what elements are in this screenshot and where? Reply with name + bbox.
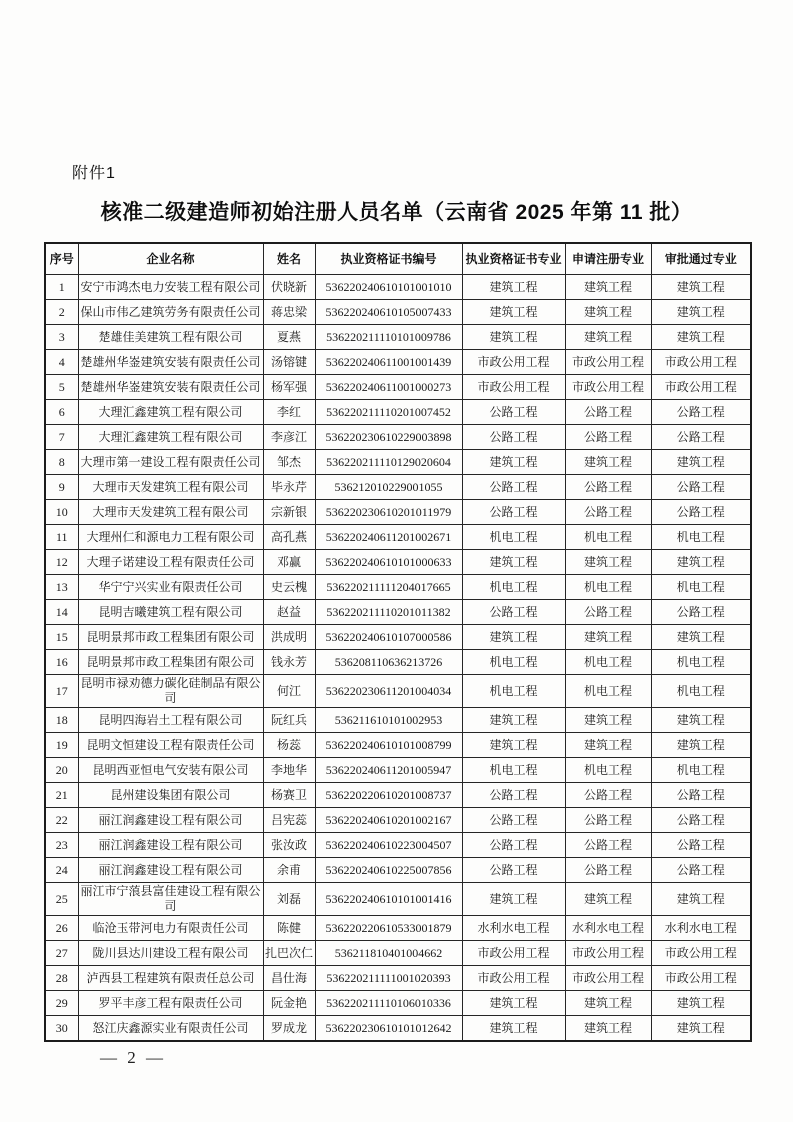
cell-certificate-number: 536220240610101000633 <box>315 550 462 575</box>
cell-applied-specialty: 公路工程 <box>565 833 651 858</box>
cell-certificate-specialty: 公路工程 <box>462 858 565 883</box>
cell-seq: 4 <box>45 350 78 375</box>
cell-approved-specialty: 建筑工程 <box>651 550 751 575</box>
cell-certificate-number: 536220240610223004507 <box>315 833 462 858</box>
cell-seq: 29 <box>45 991 78 1016</box>
cell-seq: 15 <box>45 625 78 650</box>
cell-person-name: 汤镕键 <box>263 350 315 375</box>
cell-person-name: 赵益 <box>263 600 315 625</box>
cell-person-name: 李彦江 <box>263 425 315 450</box>
cell-certificate-number: 536220211110101009786 <box>315 325 462 350</box>
cell-person-name: 昌仕海 <box>263 966 315 991</box>
cell-applied-specialty: 公路工程 <box>565 475 651 500</box>
cell-certificate-number: 536211610101002953 <box>315 708 462 733</box>
cell-approved-specialty: 公路工程 <box>651 833 751 858</box>
column-header: 审批通过专业 <box>651 243 751 275</box>
cell-seq: 14 <box>45 600 78 625</box>
cell-applied-specialty: 公路工程 <box>565 425 651 450</box>
cell-approved-specialty: 公路工程 <box>651 783 751 808</box>
cell-company: 大理汇鑫建筑工程有限公司 <box>78 400 263 425</box>
cell-seq: 8 <box>45 450 78 475</box>
cell-certificate-number: 536220211110201011382 <box>315 600 462 625</box>
cell-certificate-specialty: 建筑工程 <box>462 625 565 650</box>
cell-applied-specialty: 公路工程 <box>565 500 651 525</box>
cell-approved-specialty: 建筑工程 <box>651 733 751 758</box>
cell-applied-specialty: 公路工程 <box>565 808 651 833</box>
cell-seq: 19 <box>45 733 78 758</box>
cell-certificate-number: 536220240610225007856 <box>315 858 462 883</box>
cell-certificate-number: 536220211111204017665 <box>315 575 462 600</box>
table-row <box>45 425 751 450</box>
cell-company: 丽江润鑫建设工程有限公司 <box>78 808 263 833</box>
table-row <box>45 858 751 883</box>
cell-approved-specialty: 市政公用工程 <box>651 966 751 991</box>
cell-certificate-specialty: 公路工程 <box>462 500 565 525</box>
cell-certificate-specialty: 市政公用工程 <box>462 941 565 966</box>
cell-person-name: 杨赛卫 <box>263 783 315 808</box>
table-row <box>45 783 751 808</box>
cell-certificate-number: 536220240610101001010 <box>315 275 462 300</box>
registration-table <box>44 242 752 1042</box>
cell-certificate-specialty: 公路工程 <box>462 808 565 833</box>
cell-person-name: 阮金艳 <box>263 991 315 1016</box>
cell-certificate-specialty: 市政公用工程 <box>462 350 565 375</box>
column-header: 申请注册专业 <box>565 243 651 275</box>
cell-company: 丽江润鑫建设工程有限公司 <box>78 833 263 858</box>
cell-applied-specialty: 公路工程 <box>565 783 651 808</box>
cell-company: 大理市第一建设工程有限责任公司 <box>78 450 263 475</box>
cell-certificate-specialty: 公路工程 <box>462 425 565 450</box>
cell-certificate-specialty: 公路工程 <box>462 475 565 500</box>
cell-person-name: 毕永芹 <box>263 475 315 500</box>
cell-company: 大理市天发建筑工程有限公司 <box>78 475 263 500</box>
cell-seq: 13 <box>45 575 78 600</box>
cell-company: 大理州仁和源电力工程有限公司 <box>78 525 263 550</box>
cell-person-name: 钱永芳 <box>263 650 315 675</box>
cell-person-name: 高孔燕 <box>263 525 315 550</box>
column-header: 序号 <box>45 243 78 275</box>
cell-person-name: 邓赢 <box>263 550 315 575</box>
cell-person-name: 宗新银 <box>263 500 315 525</box>
cell-company: 怒江庆鑫源实业有限责任公司 <box>78 1016 263 1042</box>
cell-person-name: 刘磊 <box>263 883 315 916</box>
cell-company: 昆明景邦市政工程集团有限公司 <box>78 625 263 650</box>
cell-person-name: 陈健 <box>263 916 315 941</box>
cell-applied-specialty: 市政公用工程 <box>565 941 651 966</box>
table-row <box>45 350 751 375</box>
cell-seq: 2 <box>45 300 78 325</box>
cell-approved-specialty: 机电工程 <box>651 758 751 783</box>
cell-person-name: 余甫 <box>263 858 315 883</box>
table-row <box>45 600 751 625</box>
cell-approved-specialty: 机电工程 <box>651 675 751 708</box>
cell-company: 昆明吉曦建筑工程有限公司 <box>78 600 263 625</box>
cell-company: 楚雄佳美建筑工程有限公司 <box>78 325 263 350</box>
cell-certificate-number: 536220240611201002671 <box>315 525 462 550</box>
cell-certificate-specialty: 建筑工程 <box>462 325 565 350</box>
cell-certificate-specialty: 建筑工程 <box>462 450 565 475</box>
cell-approved-specialty: 建筑工程 <box>651 991 751 1016</box>
cell-approved-specialty: 建筑工程 <box>651 625 751 650</box>
cell-certificate-specialty: 建筑工程 <box>462 275 565 300</box>
cell-person-name: 史云槐 <box>263 575 315 600</box>
cell-seq: 1 <box>45 275 78 300</box>
cell-certificate-number: 536211810401004662 <box>315 941 462 966</box>
cell-seq: 20 <box>45 758 78 783</box>
cell-certificate-specialty: 公路工程 <box>462 833 565 858</box>
cell-company: 昆明市禄劝德力碳化硅制品有限公司 <box>78 675 263 708</box>
cell-applied-specialty: 建筑工程 <box>565 708 651 733</box>
cell-seq: 28 <box>45 966 78 991</box>
cell-approved-specialty: 市政公用工程 <box>651 941 751 966</box>
cell-certificate-specialty: 机电工程 <box>462 650 565 675</box>
cell-applied-specialty: 建筑工程 <box>565 450 651 475</box>
cell-applied-specialty: 建筑工程 <box>565 883 651 916</box>
cell-person-name: 李地华 <box>263 758 315 783</box>
header-row <box>45 243 751 275</box>
cell-certificate-specialty: 建筑工程 <box>462 991 565 1016</box>
cell-company: 临沧玉带河电力有限责任公司 <box>78 916 263 941</box>
table-row <box>45 833 751 858</box>
table-body <box>45 275 751 1042</box>
cell-certificate-number: 536220211110201007452 <box>315 400 462 425</box>
cell-applied-specialty: 机电工程 <box>565 525 651 550</box>
cell-certificate-number: 536220211111001020393 <box>315 966 462 991</box>
table-row <box>45 991 751 1016</box>
cell-certificate-number: 536220230611201004034 <box>315 675 462 708</box>
cell-certificate-number: 536220240611001000273 <box>315 375 462 400</box>
cell-applied-specialty: 建筑工程 <box>565 300 651 325</box>
cell-seq: 10 <box>45 500 78 525</box>
cell-seq: 6 <box>45 400 78 425</box>
cell-person-name: 阮红兵 <box>263 708 315 733</box>
cell-seq: 30 <box>45 1016 78 1042</box>
cell-approved-specialty: 市政公用工程 <box>651 375 751 400</box>
table-row <box>45 883 751 916</box>
cell-applied-specialty: 机电工程 <box>565 575 651 600</box>
cell-applied-specialty: 建筑工程 <box>565 550 651 575</box>
cell-certificate-specialty: 建筑工程 <box>462 708 565 733</box>
cell-applied-specialty: 建筑工程 <box>565 275 651 300</box>
cell-applied-specialty: 建筑工程 <box>565 1016 651 1042</box>
cell-person-name: 李红 <box>263 400 315 425</box>
cell-company: 丽江润鑫建设工程有限公司 <box>78 858 263 883</box>
cell-approved-specialty: 公路工程 <box>651 400 751 425</box>
cell-applied-specialty: 机电工程 <box>565 675 651 708</box>
cell-seq: 7 <box>45 425 78 450</box>
cell-certificate-specialty: 水利水电工程 <box>462 916 565 941</box>
table-row <box>45 400 751 425</box>
cell-seq: 17 <box>45 675 78 708</box>
cell-certificate-specialty: 市政公用工程 <box>462 375 565 400</box>
cell-person-name: 张汝政 <box>263 833 315 858</box>
cell-person-name: 蒋忠梁 <box>263 300 315 325</box>
cell-company: 丽江市宁蒗县富佳建设工程有限公司 <box>78 883 263 916</box>
cell-approved-specialty: 建筑工程 <box>651 883 751 916</box>
column-header: 姓名 <box>263 243 315 275</box>
cell-approved-specialty: 公路工程 <box>651 600 751 625</box>
cell-certificate-specialty: 机电工程 <box>462 575 565 600</box>
table-row <box>45 625 751 650</box>
cell-person-name: 何江 <box>263 675 315 708</box>
cell-person-name: 邹杰 <box>263 450 315 475</box>
cell-person-name: 洪成明 <box>263 625 315 650</box>
cell-certificate-specialty: 建筑工程 <box>462 733 565 758</box>
cell-certificate-number: 536220240610101001416 <box>315 883 462 916</box>
table-row <box>45 916 751 941</box>
table-row <box>45 1016 751 1042</box>
cell-certificate-specialty: 机电工程 <box>462 525 565 550</box>
cell-seq: 9 <box>45 475 78 500</box>
cell-approved-specialty: 机电工程 <box>651 575 751 600</box>
cell-seq: 5 <box>45 375 78 400</box>
cell-certificate-number: 536220230610229003898 <box>315 425 462 450</box>
cell-seq: 11 <box>45 525 78 550</box>
cell-person-name: 吕宪蕊 <box>263 808 315 833</box>
page-number: — 2 — <box>100 1048 166 1067</box>
cell-seq: 21 <box>45 783 78 808</box>
cell-applied-specialty: 市政公用工程 <box>565 375 651 400</box>
cell-company: 昆明四海岩土工程有限公司 <box>78 708 263 733</box>
cell-person-name: 扎巴次仁 <box>263 941 315 966</box>
cell-company: 大理子诺建设工程有限责任公司 <box>78 550 263 575</box>
cell-company: 昆明景邦市政工程集团有限公司 <box>78 650 263 675</box>
page-title: 核准二级建造师初始注册人员名单（云南省 2025 年第 11 批） <box>100 201 693 224</box>
cell-applied-specialty: 建筑工程 <box>565 625 651 650</box>
cell-certificate-number: 536212010229001055 <box>315 475 462 500</box>
cell-seq: 27 <box>45 941 78 966</box>
cell-approved-specialty: 公路工程 <box>651 425 751 450</box>
table-row <box>45 758 751 783</box>
cell-company: 楚雄州华崟建筑安装有限责任公司 <box>78 375 263 400</box>
cell-applied-specialty: 市政公用工程 <box>565 966 651 991</box>
cell-certificate-number: 536220211110129020604 <box>315 450 462 475</box>
table-row <box>45 550 751 575</box>
cell-applied-specialty: 公路工程 <box>565 400 651 425</box>
cell-person-name: 杨军强 <box>263 375 315 400</box>
cell-applied-specialty: 公路工程 <box>565 858 651 883</box>
table-row <box>45 375 751 400</box>
cell-applied-specialty: 机电工程 <box>565 650 651 675</box>
table-row <box>45 475 751 500</box>
cell-certificate-specialty: 公路工程 <box>462 600 565 625</box>
cell-company: 昆明文恒建设工程有限责任公司 <box>78 733 263 758</box>
cell-approved-specialty: 建筑工程 <box>651 275 751 300</box>
cell-applied-specialty: 公路工程 <box>565 600 651 625</box>
cell-approved-specialty: 机电工程 <box>651 525 751 550</box>
cell-approved-specialty: 水利水电工程 <box>651 916 751 941</box>
cell-applied-specialty: 水利水电工程 <box>565 916 651 941</box>
cell-seq: 12 <box>45 550 78 575</box>
cell-applied-specialty: 建筑工程 <box>565 325 651 350</box>
cell-company: 安宁市鸿杰电力安装工程有限公司 <box>78 275 263 300</box>
cell-certificate-number: 536220240611201005947 <box>315 758 462 783</box>
table-row <box>45 966 751 991</box>
cell-seq: 26 <box>45 916 78 941</box>
cell-certificate-number: 536220230610101012642 <box>315 1016 462 1042</box>
cell-certificate-specialty: 机电工程 <box>462 758 565 783</box>
column-header: 执业资格证书专业 <box>462 243 565 275</box>
cell-company: 保山市伟乙建筑劳务有限责任公司 <box>78 300 263 325</box>
cell-company: 罗平丰彦工程有限责任公司 <box>78 991 263 1016</box>
cell-person-name: 伏晓新 <box>263 275 315 300</box>
cell-seq: 23 <box>45 833 78 858</box>
cell-person-name: 夏燕 <box>263 325 315 350</box>
cell-certificate-number: 536220240610201002167 <box>315 808 462 833</box>
cell-seq: 22 <box>45 808 78 833</box>
table-row <box>45 575 751 600</box>
cell-certificate-specialty: 公路工程 <box>462 783 565 808</box>
column-header: 企业名称 <box>78 243 263 275</box>
cell-certificate-specialty: 建筑工程 <box>462 1016 565 1042</box>
cell-seq: 18 <box>45 708 78 733</box>
cell-company: 楚雄州华崟建筑安装有限责任公司 <box>78 350 263 375</box>
cell-approved-specialty: 公路工程 <box>651 475 751 500</box>
cell-company: 昆州建设集团有限公司 <box>78 783 263 808</box>
cell-person-name: 罗成龙 <box>263 1016 315 1042</box>
table-row <box>45 708 751 733</box>
cell-certificate-number: 536220240610101008799 <box>315 733 462 758</box>
cell-certificate-specialty: 建筑工程 <box>462 550 565 575</box>
cell-applied-specialty: 机电工程 <box>565 758 651 783</box>
cell-approved-specialty: 公路工程 <box>651 500 751 525</box>
cell-certificate-specialty: 建筑工程 <box>462 300 565 325</box>
cell-company: 昆明西亚恒电气安装有限公司 <box>78 758 263 783</box>
cell-approved-specialty: 市政公用工程 <box>651 350 751 375</box>
cell-person-name: 杨蕊 <box>263 733 315 758</box>
cell-certificate-number: 536208110636213726 <box>315 650 462 675</box>
cell-certificate-number: 536220220610201008737 <box>315 783 462 808</box>
cell-approved-specialty: 公路工程 <box>651 808 751 833</box>
cell-certificate-specialty: 机电工程 <box>462 675 565 708</box>
cell-seq: 3 <box>45 325 78 350</box>
cell-certificate-number: 536220230610201011979 <box>315 500 462 525</box>
cell-applied-specialty: 建筑工程 <box>565 991 651 1016</box>
cell-approved-specialty: 建筑工程 <box>651 300 751 325</box>
table-row <box>45 275 751 300</box>
table-row <box>45 325 751 350</box>
cell-seq: 16 <box>45 650 78 675</box>
attachment-label: 附件1 <box>72 165 116 182</box>
cell-company: 大理市天发建筑工程有限公司 <box>78 500 263 525</box>
cell-applied-specialty: 建筑工程 <box>565 733 651 758</box>
cell-approved-specialty: 建筑工程 <box>651 1016 751 1042</box>
cell-certificate-number: 536220220610533001879 <box>315 916 462 941</box>
cell-approved-specialty: 建筑工程 <box>651 325 751 350</box>
column-header: 执业资格证书编号 <box>315 243 462 275</box>
table-row <box>45 500 751 525</box>
cell-seq: 24 <box>45 858 78 883</box>
cell-certificate-number: 536220211110106010336 <box>315 991 462 1016</box>
cell-seq: 25 <box>45 883 78 916</box>
cell-certificate-number: 536220240610105007433 <box>315 300 462 325</box>
table-row <box>45 675 751 708</box>
cell-approved-specialty: 建筑工程 <box>651 450 751 475</box>
table-row <box>45 450 751 475</box>
table-row <box>45 525 751 550</box>
cell-approved-specialty: 建筑工程 <box>651 708 751 733</box>
cell-certificate-specialty: 公路工程 <box>462 400 565 425</box>
table-row <box>45 650 751 675</box>
cell-approved-specialty: 公路工程 <box>651 858 751 883</box>
cell-company: 大理汇鑫建筑工程有限公司 <box>78 425 263 450</box>
table-row <box>45 300 751 325</box>
cell-certificate-specialty: 建筑工程 <box>462 883 565 916</box>
cell-certificate-number: 536220240611001001439 <box>315 350 462 375</box>
cell-certificate-number: 536220240610107000586 <box>315 625 462 650</box>
table-row <box>45 941 751 966</box>
cell-company: 泸西县工程建筑有限责任总公司 <box>78 966 263 991</box>
cell-company: 陇川县达川建设工程有限公司 <box>78 941 263 966</box>
cell-company: 华宁宁兴实业有限责任公司 <box>78 575 263 600</box>
table-row <box>45 733 751 758</box>
table-row <box>45 808 751 833</box>
cell-applied-specialty: 市政公用工程 <box>565 350 651 375</box>
cell-approved-specialty: 机电工程 <box>651 650 751 675</box>
cell-certificate-specialty: 市政公用工程 <box>462 966 565 991</box>
